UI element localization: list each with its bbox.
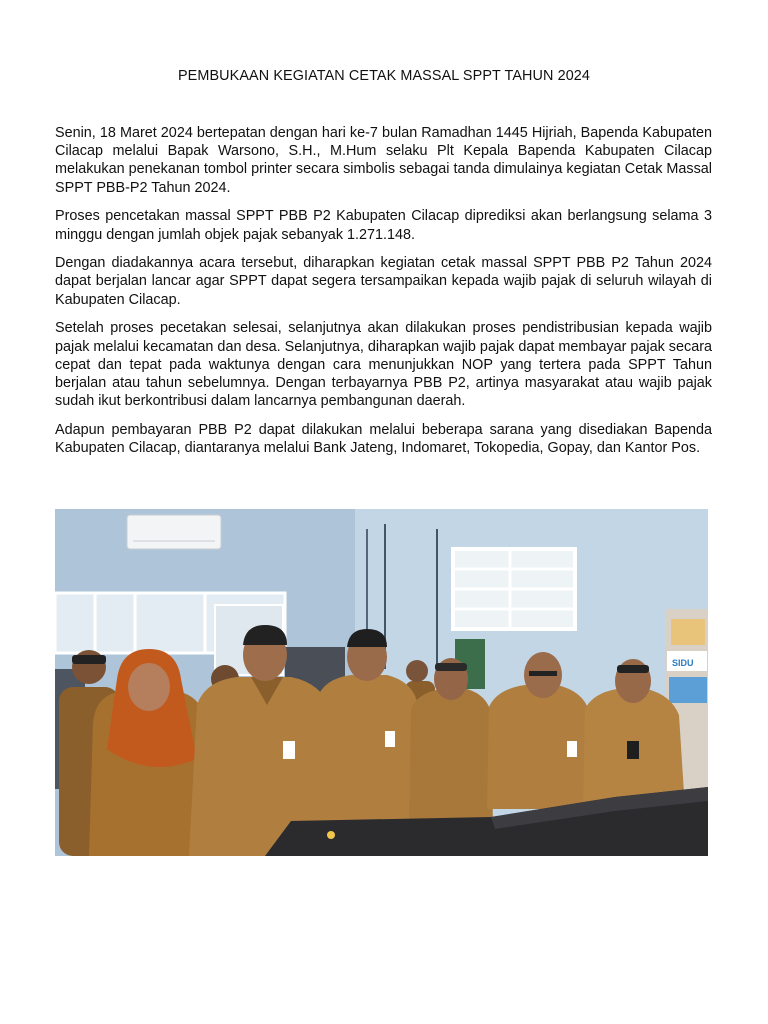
person-hair <box>72 655 106 664</box>
person-head <box>406 660 428 682</box>
person-hair <box>435 663 467 671</box>
document-title: PEMBUKAAN KEGIATAN CETAK MASSAL SPPT TAHUN 2024 <box>177 68 591 84</box>
person-body <box>487 685 595 809</box>
glasses <box>529 671 557 676</box>
person-hair <box>617 665 649 673</box>
document-body <box>55 124 712 468</box>
box <box>669 677 707 703</box>
person-face <box>128 663 170 711</box>
event-photo-illustration <box>55 509 708 856</box>
printer-button <box>327 831 335 839</box>
id-card <box>567 741 577 757</box>
paragraph-2: Proses pencetakan massal SPPT PBB P2 Kabupaten Cilacap diprediksi akan berlangsung selama 3 minggu dengan jumlah objek pajak sebanyak 1.271.148. <box>55 208 712 243</box>
box <box>671 619 705 645</box>
person-body <box>409 689 493 829</box>
id-card <box>385 731 395 747</box>
air-conditioner <box>127 515 221 549</box>
paragraph-4: Setelah proses pecetakan selesai, selanjutnya akan dilakukan proses pendistribusian kepada wajib pajak melalui kecamatan dan desa. Selanjutnya, diharapkan wajib pajak dapat membayar pajak secara cepat dan tepat pada waktunya dengan cara menunjukkan NOP yang tertera pada SPPT Tahun berjalan atau tahun sebelumnya. Dengan terbayarnya PBB P2, artinya masyarakat atau wajib pajak sudah ikut berkontribusi dalam lancarnya pembangunan daerah. <box>55 320 712 410</box>
paragraph-5: Adapun pembayaran PBB P2 dapat dilakukan melalui beberapa sarana yang disediakan Bapenda Kabupaten Cilacap, diantaranya melalui Bank Jateng, Indomaret, Tokopedia, Gopay, dan Kantor Pos. <box>55 421 712 457</box>
id-card <box>283 741 295 759</box>
person-body <box>315 675 421 829</box>
paragraph-3: Dengan diadakannya acara tersebut, diharapkan kegiatan cetak massal SPPT PBB P2 Tahun 2024 dapat berjalan lancar agar SPPT dapat segera tersampaikan kepada wajib pajak di seluruh wilayah di Kabupaten Cilacap. <box>55 255 712 308</box>
event-photo <box>55 509 708 856</box>
sign-text: SIDU <box>672 658 694 668</box>
paragraph-1: Senin, 18 Maret 2024 bertepatan dengan hari ke-7 bulan Ramadhan 1445 Hijriah, Bapenda Kabupaten Cilacap melalui Bapak Warsono, S.H., M.Hum selaku Plt Kepala Bapenda Kabupaten Cilacap melakukan penekanan tombol printer secara simbolis sebagai tanda dimulainya kegiatan Cetak Massal SPPT PBB-P2 Tahun 2024. <box>55 125 712 196</box>
id-card <box>627 741 639 759</box>
